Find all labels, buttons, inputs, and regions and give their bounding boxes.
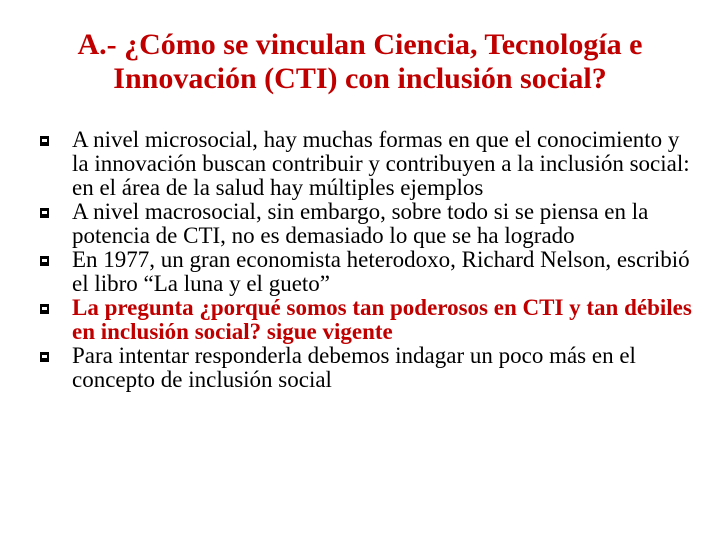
square-bullet-icon: [40, 256, 49, 266]
bullet-item-microsocial: [40, 128, 700, 200]
square-bullet-icon: [40, 304, 49, 314]
bullet-text: A nivel microsocial, hay muchas formas en que el conocimiento y la innovación buscan contribuir y contribuyen a la inclusión social: en el área de la salud hay múltiples ejemplos: [72, 127, 690, 200]
bullet-item-macrosocial: [40, 200, 700, 248]
square-bullet-icon: [40, 208, 49, 218]
bullet-text: A nivel macrosocial, sin embargo, sobre todo si se piensa en la potencia de CTI, no es demasiado lo que se ha logrado: [72, 199, 649, 248]
bullet-list: [40, 128, 700, 392]
square-bullet-icon: [40, 352, 49, 362]
bullet-text: En 1977, un gran economista heterodoxo, Richard Nelson, escribió el libro “La luna y el gueto”: [72, 247, 690, 296]
square-bullet-icon: [40, 136, 49, 146]
bullet-item-pregunta: [40, 296, 700, 344]
bullet-text: Para intentar responderla debemos indagar un poco más en el concepto de inclusión social: [72, 343, 636, 392]
bullet-text: La pregunta ¿porqué somos tan poderosos en CTI y tan débiles en inclusión social? sigue vigente: [72, 295, 692, 344]
slide-title-line-1: A.- ¿Cómo se vinculan Ciencia, Tecnología e: [77, 28, 643, 61]
bullet-item-nelson: [40, 248, 700, 296]
slide-title: [10, 28, 710, 96]
slide-title-line-2: Innovación (CTI) con inclusión social?: [113, 62, 607, 95]
bullet-item-inclusion: [40, 344, 700, 392]
